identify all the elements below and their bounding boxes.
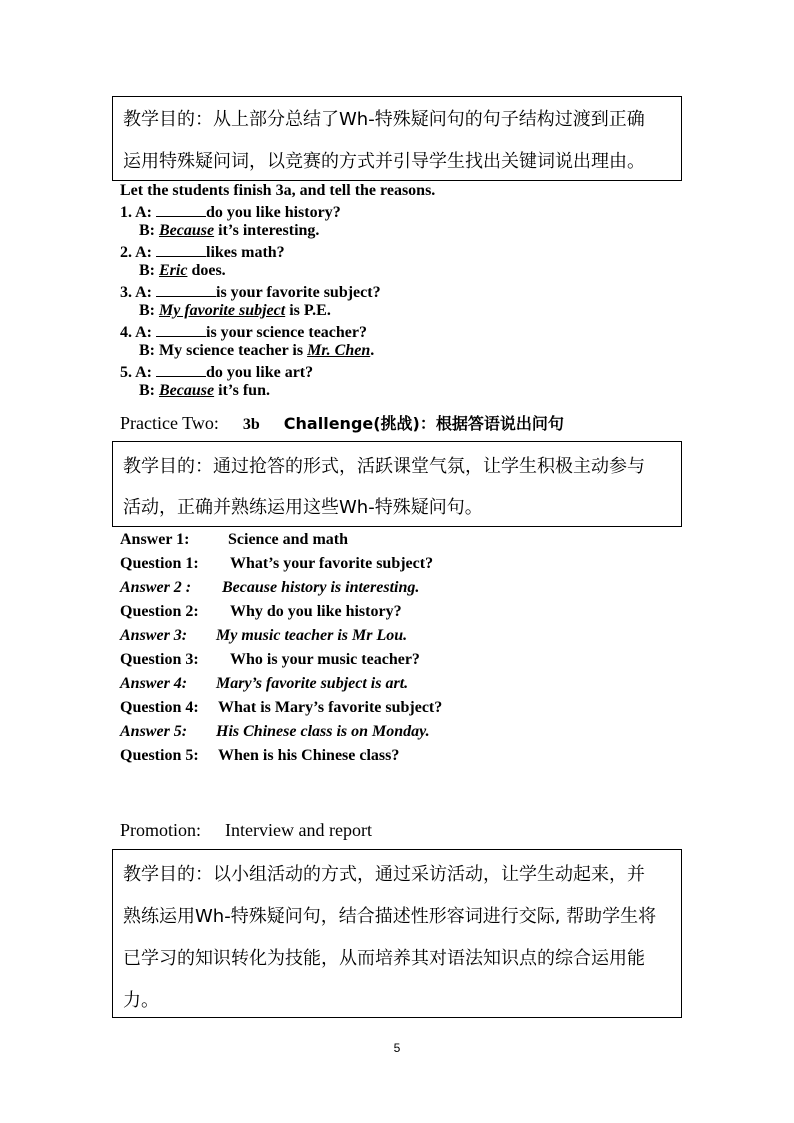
qa-line: Answer 3: My music teacher is Mr Lou. (120, 627, 408, 644)
teaching-goal-line: 运用特殊疑问词，以竞赛的方式并引导学生找出关键词说出理由。 (123, 151, 645, 172)
qa-line: Answer 4: Mary’s favorite subject is art. (120, 675, 409, 692)
qa-line: Answer 2 : Because history is interesting. (120, 579, 420, 596)
practice-two-heading: Practice Two: 3b Challenge(挑战)：根据答语说出问句 (120, 413, 564, 433)
exercise-item-3-question: 3. A: is your favorite subject? (120, 284, 381, 301)
exercise-item-5-answer: B: Because it’s fun. (139, 382, 270, 399)
qa-line: Question 2: Why do you like history? (120, 603, 402, 620)
teaching-goal-line: 活动，正确并熟练运用这些Wh-特殊疑问句。 (123, 497, 483, 518)
qa-line: Answer 5: His Chinese class is on Monday. (120, 723, 430, 740)
exercise-item-1-question: 1. A: do you like history? (120, 204, 341, 221)
teaching-goal-line: 力。 (123, 990, 159, 1011)
teaching-goal-box-3 (112, 849, 682, 1018)
teaching-goal-line: 教学目的：通过抢答的形式，活跃课堂气氛，让学生积极主动参与 (123, 456, 645, 477)
qa-line: Question 5: When is his Chinese class? (120, 747, 400, 764)
exercise-item-4-question: 4. A: is your science teacher? (120, 324, 367, 341)
teaching-goal-line: 熟练运用Wh-特殊疑问句，结合描述性形容词进行交际, 帮助学生将 (123, 906, 657, 927)
exercise-item-4-answer: B: My science teacher is Mr. Chen. (139, 342, 375, 359)
teaching-goal-line: 已学习的知识转化为技能，从而培养其对语法知识点的综合运用能 (123, 948, 645, 969)
teaching-goal-line: 教学目的：以小组活动的方式，通过采访活动，让学生动起来，并 (123, 864, 645, 885)
exercise-item-5-question: 5. A: do you like art? (120, 364, 314, 381)
teaching-goal-line: 教学目的：从上部分总结了Wh-特殊疑问句的句子结构过渡到正确 (123, 109, 645, 130)
section-3a-intro: Let the students finish 3a, and tell the reasons. (120, 182, 436, 199)
qa-line: Answer 1: Science and math (120, 531, 348, 548)
promotion-heading: Promotion: Interview and report (120, 820, 372, 840)
teaching-goal-box-2 (112, 441, 682, 527)
exercise-item-3-answer: B: My favorite subject is P.E. (139, 302, 331, 319)
qa-line: Question 3: Who is your music teacher? (120, 651, 420, 668)
qa-line: Question 1: What’s your favorite subject? (120, 555, 434, 572)
teaching-goal-box-1 (112, 96, 682, 181)
qa-line: Question 4: What is Mary’s favorite subject? (120, 699, 443, 716)
exercise-item-1-answer: B: Because it’s interesting. (139, 222, 320, 239)
page-number: 5 (393, 1041, 401, 1055)
exercise-item-2-answer: B: Eric does. (139, 262, 226, 279)
exercise-item-2-question: 2. A: likes math? (120, 244, 285, 261)
